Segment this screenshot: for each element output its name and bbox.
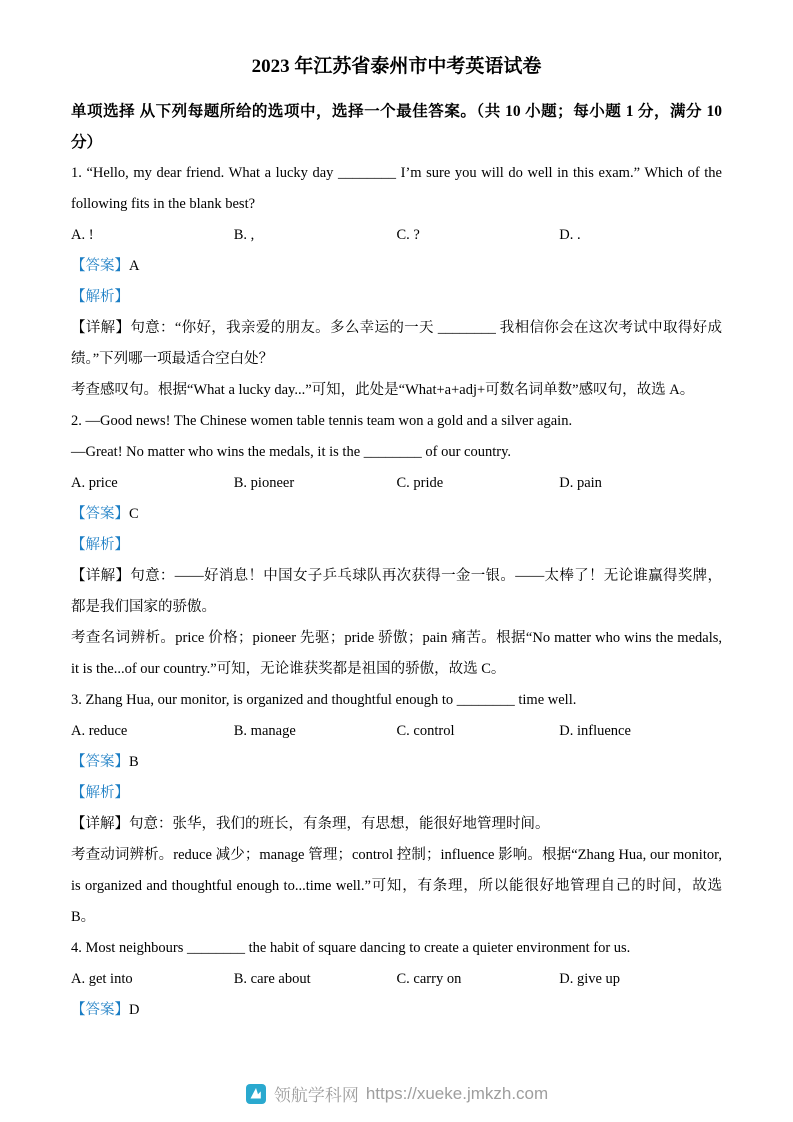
answer-label: 【答案】 [71,754,129,770]
analysis-label: 【解析】 [71,289,129,305]
question-2 [71,406,722,685]
answer-label: 【答案】 [71,258,129,274]
option-a: A. get into [71,971,133,987]
detail-paragraph: 考查名词辨析。price 价格；pioneer 先驱；pride 骄傲；pain 痛苦。根据“No matter who wins the medals, it is the...of our country.”可知，无论谁获奖都是祖国的骄傲，故选 C。 [71,630,722,677]
page-title: 2023 年江苏省泰州市中考英语试卷 [251,56,542,77]
analysis-line [71,530,722,561]
section-header: 单项选择 从下列每题所给的选项中，选择一个最佳答案。（共 10 小题；每小题 1 分，满分 10 分） [71,103,722,151]
option-a: A. ! [71,227,94,243]
detail-paragraph: 【详解】句意：——好消息！中国女子乒乓球队再次获得一金一银。——太棒了！无论谁赢得奖牌，都是我们国家的骄傲。 [71,568,722,615]
question-stem: 2. —Good news! The Chinese women table tennis team won a gold and a silver again. [71,413,573,429]
answer-value: B [129,754,139,770]
options-row [71,468,722,499]
options-row [71,716,722,747]
analysis-label: 【解析】 [71,537,129,553]
question-1 [71,158,722,406]
option-b: B. manage [233,723,296,739]
answer-value: C [129,506,139,522]
option-b: B. pioneer [233,475,295,491]
question-3 [71,685,722,933]
option-a: A. price [71,475,118,491]
detail-paragraph: 考查感叹句。根据“What a lucky day...”可知，此处是“What+a+adj+可数名词单数”感叹句，故选 A。 [71,382,695,398]
answer-label: 【答案】 [71,506,129,522]
answer-value: D [129,1002,140,1018]
question-stem: 1. “Hello, my dear friend. What a lucky day ________ I’m sure you will do well in this exam.” Which of the following fits in the blank best? [71,165,722,212]
question-stem: —Great! No matter who wins the medals, it is the ________ of our country. [71,444,512,460]
detail-paragraph: 【详解】句意：张华，我们的班长，有条理，有思想，能很好地管理时间。 [71,816,550,832]
option-c: C. pride [396,475,444,491]
option-d: D. influence [559,723,631,739]
analysis-line [71,282,722,313]
question-4 [71,933,722,1026]
answer-line [71,747,722,778]
detail-paragraph: 【详解】句意：“你好，我亲爱的朋友。多么幸运的一天 ________ 我相信你会在这次考试中取得好成绩。”下列哪一项最适合空白处？ [71,320,722,367]
option-b: B. , [233,227,255,243]
watermark-url: https://xueke.jmkzh.com [365,1083,549,1103]
options-row [71,220,722,251]
answer-line [71,499,722,530]
answer-value: A [129,258,140,274]
answer-line [71,995,722,1026]
option-d: D. . [559,227,581,243]
option-d: D. pain [559,475,602,491]
option-d: D. give up [559,971,621,987]
site-logo-icon [245,1083,267,1105]
option-c: C. ? [396,227,420,243]
question-stem: 4. Most neighbours ________ the habit of square dancing to create a quieter environment for us. [71,940,631,956]
option-b: B. care about [233,971,311,987]
watermark-footer [0,1081,793,1106]
options-row [71,964,722,995]
analysis-line [71,778,722,809]
option-a: A. reduce [71,723,128,739]
analysis-label: 【解析】 [71,785,129,801]
answer-label: 【答案】 [71,1002,129,1018]
watermark-site-name: 领航学科网 [273,1086,359,1105]
option-c: C. carry on [396,971,462,987]
option-c: C. control [396,723,455,739]
question-stem: 3. Zhang Hua, our monitor, is organized and thoughtful enough to ________ time well. [71,692,577,708]
detail-paragraph: 考查动词辨析。reduce 减少；manage 管理；control 控制；influence 影响。根据“Zhang Hua, our monitor, is organized and thoughtful enough to...time well.”可知，有条理，所以能很好地管理自己的时间，故选 B。 [71,847,722,925]
answer-line [71,251,722,282]
